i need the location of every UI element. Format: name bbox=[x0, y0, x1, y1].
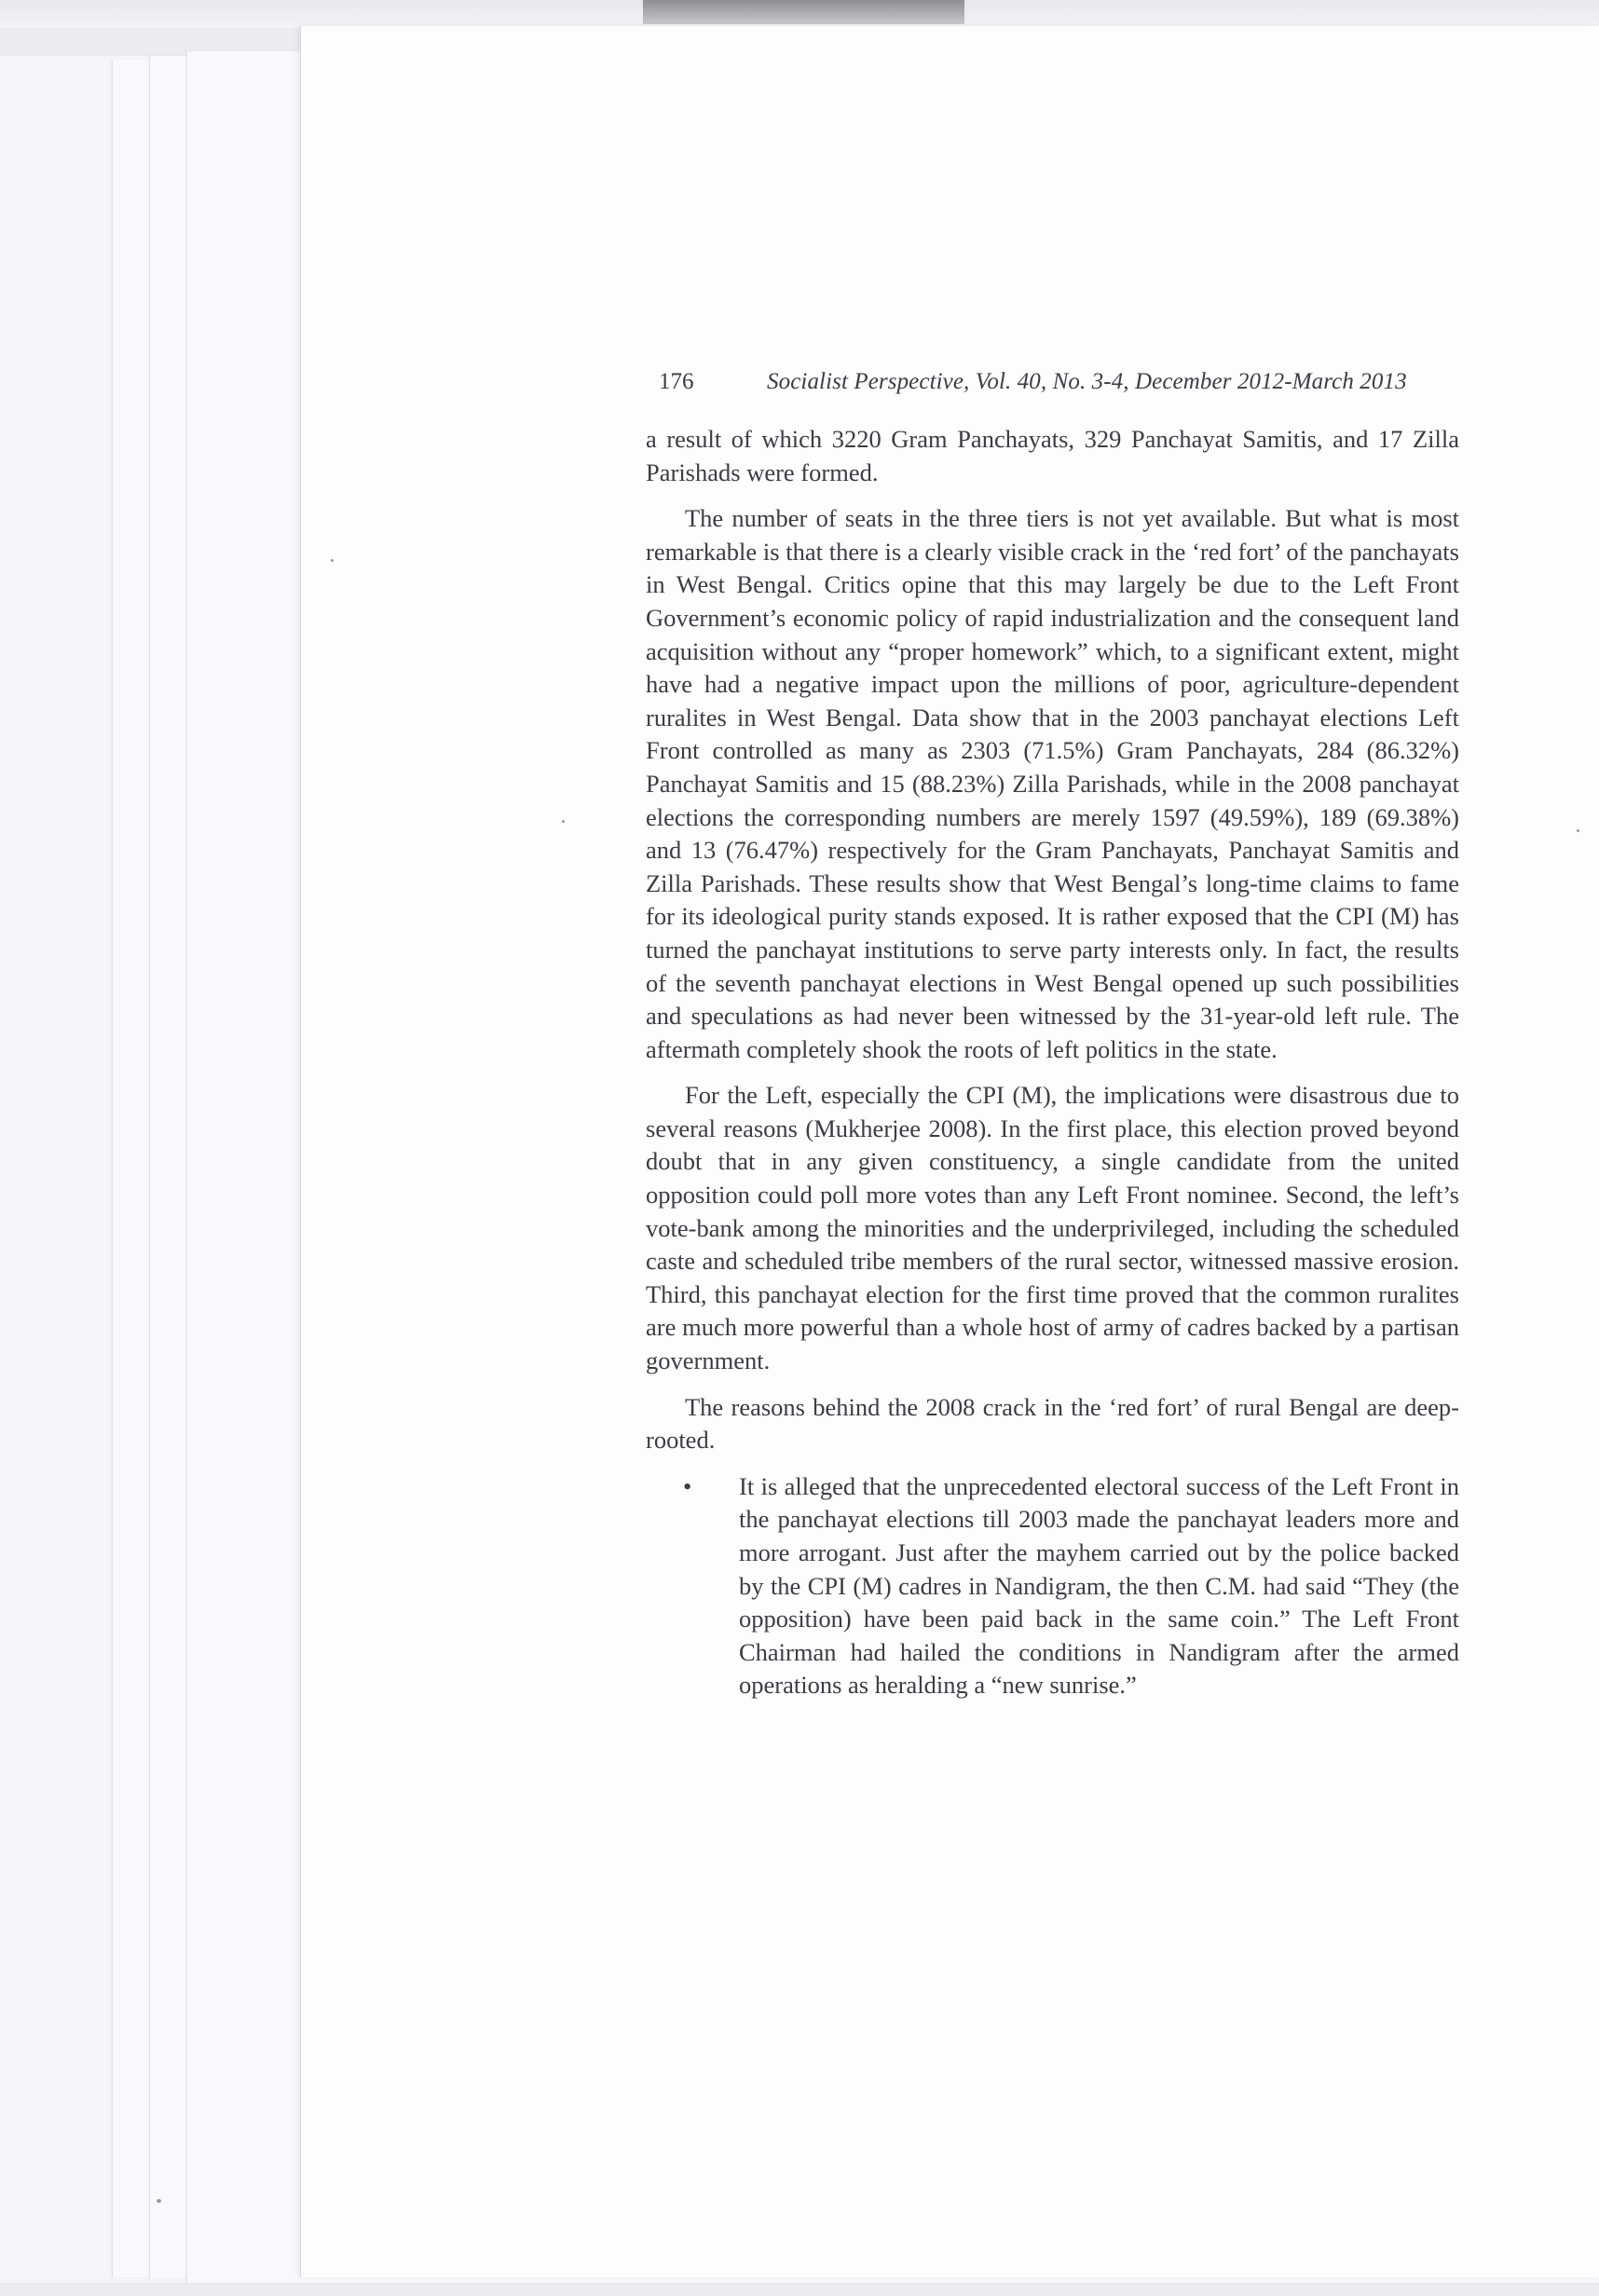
paragraph: a result of which 3220 Gram Panchayats, 329 Panchayat Samitis, and 17 Zilla Parishads were formed. bbox=[646, 425, 1459, 486]
page-content bbox=[646, 369, 1459, 1702]
journal-title: Socialist Perspective, Vol. 40, No. 3-4, December 2012-March 2013 bbox=[767, 369, 1407, 394]
paragraph: The number of seats in the three tiers is not yet available. But what is most remarkable is that there is a clearly visible crack in the ‘red fort’ of the panchayats in West Bengal. Critics opine that this may largely be due to the Left Front Government’s economic policy of rapid industrialization and the consequent land acquisition without any “proper homework” which, to a significant extent, might have had a negative impact upon the millions of poor, agriculture-dependent ruralites in West Bengal. Data show that in the 2003 panchayat elections Left Front controlled as many as 2303 (71.5%) Gram Panchayats, 284 (86.32%) Panchayat Samitis and 15 (88.23%) Zilla Parishads, while in the 2008 panchayat elections the corresponding numbers are merely 1597 (49.59%), 189 (69.38%) and 13 (76.47%) respectively for the Gram Panchayats, Panchayat Samitis and Zilla Parishads. These results show that West Bengal’s long-time claims to fame for its ideological purity stands exposed. It is rather exposed that the CPI (M) has turned the panchayat institutions to serve party interests only. In fact, the results of the seventh panchayat elections in West Bengal opened up such possibilities and speculations as had never been witnessed by the 31-year-old left rule. The aftermath completely shook the roots of left politics in the state. bbox=[646, 504, 1459, 1063]
scanner-shadow bbox=[643, 0, 964, 24]
paragraph: The reasons behind the 2008 crack in the ‘red fort’ of rural Bengal are deep-rooted. bbox=[646, 1392, 1459, 1455]
scan-speck bbox=[1577, 829, 1579, 832]
paragraph: For the Left, especially the CPI (M), the implications were disastrous due to several reasons (Mukherjee 2008). In the first place, this election proved beyond doubt that in any given constituency, a single candidate from the united opposition could poll more votes than any Left Front nominee. Second, the left’s vote-bank among the minorities and the underprivileged, including the scheduled caste and scheduled tribe members of the rural sector, witnessed massive erosion. Third, this panchayat election for the first time proved that the common ruralites are much more powerful than a whole host of army of cadres backed by a partisan government. bbox=[646, 1081, 1459, 1375]
scan-speck bbox=[331, 559, 334, 562]
bullet-text: It is alleged that the unprecedented electoral success of the Left Front in the panchayat elections till 2003 made the panchayat leaders more and more arrogant. Just after the mayhem carried out by the police backed by the CPI (M) cadres in Nandigram, the then C.M. had said “They (the opposition) have been paid back in the same coin.” The Left Front Chairman had hailed the conditions in Nandigram after the armed operations as heralding a “new sunrise.” bbox=[739, 1471, 1459, 1700]
scan-speck bbox=[562, 820, 565, 823]
scan-speck bbox=[157, 2199, 161, 2203]
running-head bbox=[646, 369, 1459, 395]
bullet-list-item bbox=[646, 1470, 1459, 1702]
page-number: 176 bbox=[659, 369, 694, 394]
bullet-icon: • bbox=[683, 1471, 692, 1500]
